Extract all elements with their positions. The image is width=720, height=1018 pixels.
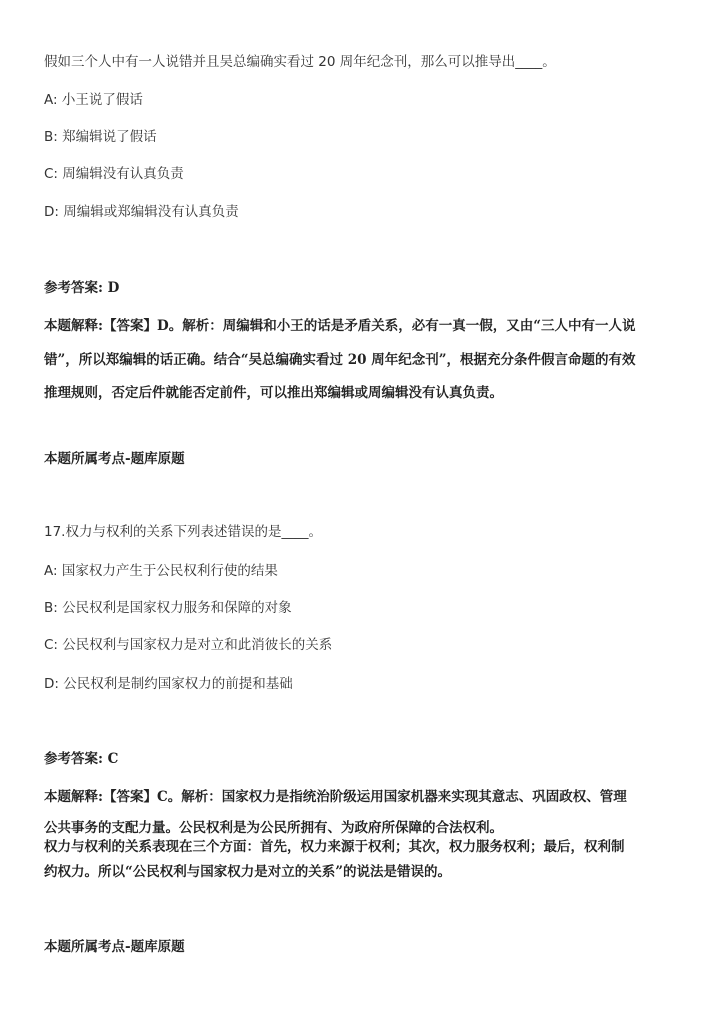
explanation-line: 约权力。所以“公民权利与国家权力是对立的关系”的说法是错误的。 [44, 864, 452, 880]
option-b: B: 郑编辑说了假话 [44, 129, 157, 145]
option-b: B: 公民权利是国家权力服务和保障的对象 [44, 600, 292, 616]
explanation-line: 本题解释:【答案】C。解析：国家权力是指统治阶级运用国家机器来实现其意志、巩固政权、管理 [44, 789, 627, 805]
explanation-line: 公共事务的支配力量。公民权利是为公民所拥有、为政府所保障的合法权利。 [44, 820, 503, 836]
option-d: D: 公民权利是制约国家权力的前提和基础 [44, 676, 293, 692]
question-stem: 假如三个人中有一人说错并且吴总编确实看过 20 周年纪念刊，那么可以推导出____。 [44, 54, 556, 70]
question-stem: 17.权力与权利的关系下列表述错误的是____。 [44, 524, 322, 540]
option-d: D: 周编辑或郑编辑没有认真负责 [44, 204, 239, 220]
explanation-line: 错”，所以郑编辑的话正确。结合“吴总编确实看过 20 周年纪念刊”，根据充分条件假言命题的有效 [44, 352, 636, 368]
answer-label: 参考答案: C [44, 751, 119, 767]
topic-label: 本题所属考点-题库原题 [44, 939, 185, 955]
option-c: C: 周编辑没有认真负责 [44, 166, 184, 182]
explanation-line: 权力与权利的关系表现在三个方面：首先，权力来源于权利；其次，权力服务权利；最后，权利制 [44, 839, 625, 855]
explanation-line: 推理规则，否定后件就能否定前件，可以推出郑编辑或周编辑没有认真负责。 [44, 385, 503, 401]
option-a: A: 小王说了假话 [44, 92, 143, 108]
topic-label: 本题所属考点-题库原题 [44, 451, 185, 467]
explanation-line: 本题解释:【答案】D。解析：周编辑和小王的话是矛盾关系，必有一真一假，又由“三人中有一人说 [44, 318, 636, 334]
option-c: C: 公民权利与国家权力是对立和此消彼长的关系 [44, 637, 333, 653]
option-a: A: 国家权力产生于公民权利行使的结果 [44, 563, 278, 579]
answer-label: 参考答案: D [44, 280, 120, 296]
